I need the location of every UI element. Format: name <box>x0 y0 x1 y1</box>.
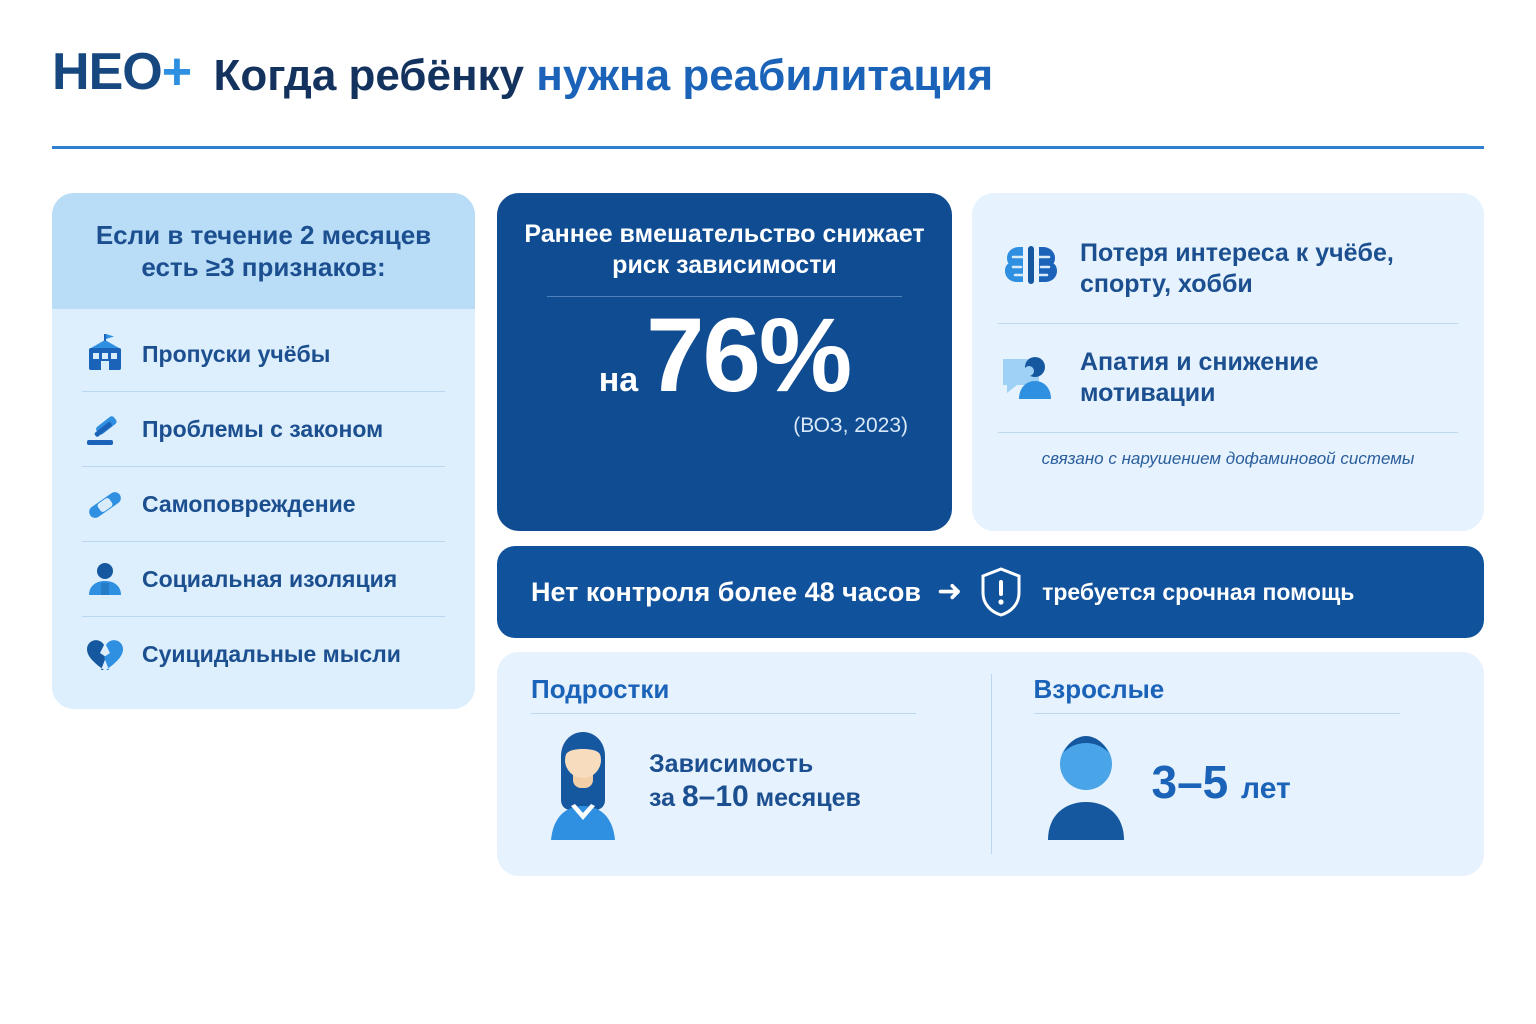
early-intervention-stat-card <box>497 193 952 531</box>
list-item-label: Суицидальные мысли <box>142 640 401 667</box>
list-item <box>82 617 445 691</box>
page-title-part2: нужна реабилитация <box>536 51 994 100</box>
teens-divider <box>531 713 916 714</box>
brand-logo <box>52 43 192 101</box>
adults-duration <box>1151 756 1291 808</box>
timeline-compare-card <box>497 652 1484 876</box>
teens-text <box>649 749 861 815</box>
list-item <box>998 215 1458 323</box>
warning-signs-list <box>52 309 475 691</box>
adults-duration-value: 3–5 <box>1151 756 1229 808</box>
warning-signs-heading-text: Если в течение 2 месяцев есть ≥3 признаков: <box>95 219 432 282</box>
adult-man-avatar <box>1034 722 1138 842</box>
stat-value-row <box>523 296 926 414</box>
card-divider <box>998 432 1458 433</box>
stat-title: Раннее вмешательство снижает риск зависимости <box>524 220 925 280</box>
brain-icon <box>998 236 1064 302</box>
list-item <box>82 317 445 392</box>
list-item-label: Социальная изоляция <box>142 565 398 592</box>
warning-signs-heading <box>52 193 475 309</box>
header-divider <box>52 146 1484 149</box>
broken-heart-icon <box>82 631 128 677</box>
teens-duration-value: 8–10 <box>681 780 749 813</box>
urgent-tail-text: требуется срочная помощь <box>1042 578 1355 605</box>
teens-title: Подростки <box>531 674 670 704</box>
list-item-label: Апатия и снижение мотивации <box>1080 347 1319 407</box>
stat-value: 76% <box>646 296 851 414</box>
teens-line1: Зависимость <box>649 750 814 778</box>
adults-duration-unit: лет <box>1241 772 1291 805</box>
list-item-label: Проблемы с законом <box>142 415 384 442</box>
shield-alert-icon <box>978 566 1024 618</box>
list-item <box>82 542 445 617</box>
teens-line2 <box>649 780 861 813</box>
arrow-right-icon: ➜ <box>936 575 963 608</box>
urgent-main-text: Нет контроля более 48 часов <box>531 576 921 607</box>
page-header <box>52 43 1484 150</box>
person-icon <box>82 556 128 602</box>
bandage-icon <box>82 481 128 527</box>
teens-line2-prefix: за <box>649 784 676 812</box>
page-title-part1: Когда ребёнку <box>213 51 525 100</box>
stat-source: (ВОЗ, 2023) <box>793 413 908 437</box>
logo-letter-e: E <box>88 43 123 101</box>
list-item-label: Потеря интереса к учёбе, спорту, хобби <box>1080 238 1394 298</box>
teen-girl-avatar <box>531 722 635 842</box>
gavel-icon <box>82 406 128 452</box>
teens-column <box>531 674 991 854</box>
teens-body <box>531 722 969 842</box>
urgent-banner <box>497 546 1484 638</box>
warning-signs-card <box>52 193 475 709</box>
school-icon <box>82 331 128 377</box>
logo-letter-n: H <box>52 43 89 101</box>
adults-title: Взрослые <box>1033 674 1165 704</box>
teens-duration-unit: месяцев <box>755 784 861 812</box>
adults-body <box>1034 722 1451 842</box>
symptoms-note: связано с нарушением дофаминовой системы <box>1041 449 1415 468</box>
list-item-label: Пропуски учёбы <box>142 340 331 367</box>
list-item <box>82 467 445 542</box>
stat-prefix: на <box>598 360 639 399</box>
list-item <box>82 392 445 467</box>
adults-divider <box>1034 713 1401 714</box>
apathy-person-icon <box>998 345 1064 411</box>
logo-plus-icon: + <box>161 43 192 101</box>
logo-letter-o: O <box>122 43 162 101</box>
list-item-label: Самоповреждение <box>142 490 356 517</box>
symptoms-card <box>972 193 1484 531</box>
adults-column <box>991 674 1451 854</box>
list-item <box>998 324 1458 432</box>
page-title <box>213 51 994 100</box>
